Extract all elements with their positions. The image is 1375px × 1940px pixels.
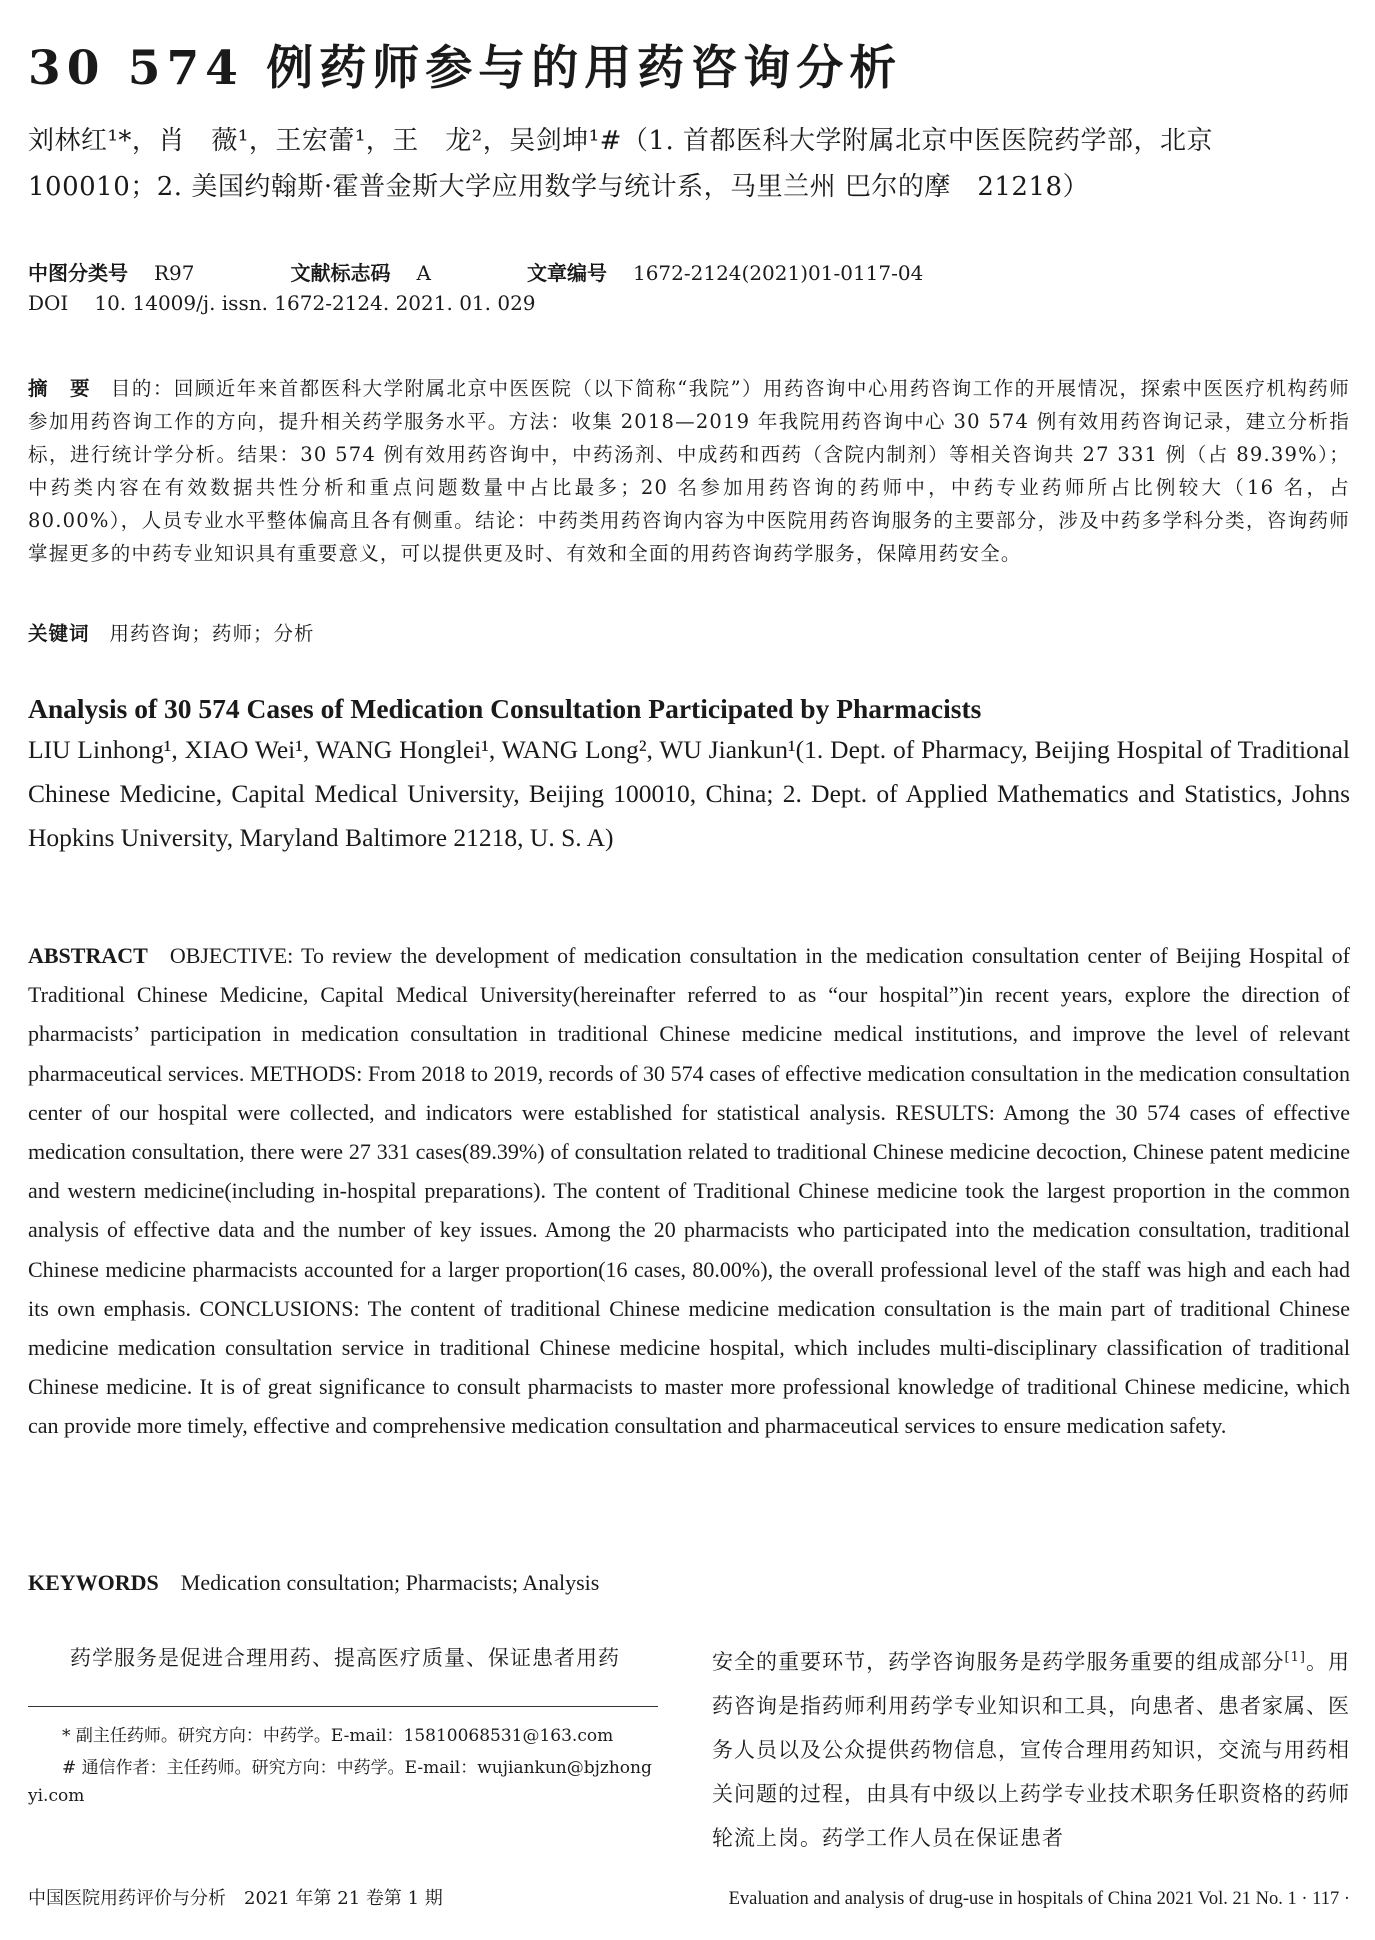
body-column-left xyxy=(28,1636,658,1680)
page-footer xyxy=(28,1886,1350,1912)
doi-label: DOI xyxy=(28,291,69,315)
abstract-cn-label: 摘 要 xyxy=(28,377,91,400)
authors-affiliations-cn: 刘林红¹*，肖 薇¹，王宏蕾¹，王 龙²，吴剑坤¹#（1. 首都医科大学附属北京中医医院药学部，北京 100010；2. 美国约翰斯·霍普金斯大学应用数学与统计系，马里兰州 巴尔的摩 21218） xyxy=(28,126,1240,202)
footer-journal-cn: 中国医院用药评价与分析 2021 年第 21 卷第 1 期 xyxy=(28,1888,443,1909)
keywords-cn xyxy=(28,618,315,650)
abstract-cn xyxy=(28,372,1350,570)
keywords-en-text: Medication consultation; Pharmacists; Analysis xyxy=(180,1570,600,1595)
body-column-right xyxy=(712,1636,1350,1860)
keywords-en-label: KEYWORDS xyxy=(28,1570,159,1595)
article-metadata xyxy=(28,258,1350,318)
citation-ref: [1] xyxy=(1284,1650,1306,1665)
article-title-cn: 30 574 例药师参与的用药咨询分析 xyxy=(28,41,903,96)
body-right-part-b: 。用药咨询是指药师利用药学专业知识和工具，向患者、患者家属、医务人员以及公众提供药物信息，宣传合理用药知识，交流与用药相关问题的过程，由具有中级以上药学专业技术职务任职资格的药师轮流上岗。药学工作人员在保证患者 xyxy=(712,1650,1351,1850)
body-paragraph-left: 药学服务是促进合理用药、提高医疗质量、保证患者用药 xyxy=(70,1646,620,1670)
clc-label: 中图分类号 xyxy=(28,261,128,285)
doi-row xyxy=(28,288,1350,318)
doc-code-value: A xyxy=(416,261,431,285)
abstract-en xyxy=(28,936,1350,1446)
footer-journal-en: Evaluation and analysis of drug-use in hospitals of China 2021 Vol. 21 No. 1 · 117 · xyxy=(728,1889,1350,1909)
keywords-cn-text: 用药咨询；药师；分析 xyxy=(109,622,315,645)
doc-code-label: 文献标志码 xyxy=(290,261,391,285)
article-number-value: 1672-2124(2021)01-0117-04 xyxy=(632,261,924,285)
abstract-en-label: ABSTRACT xyxy=(28,943,148,968)
body-right-part-a: 安全的重要环节，药学咨询服务是药学服务重要的组成部分 xyxy=(712,1650,1285,1674)
footnote-first-author: * 副主任药师。研究方向：中药学。E-mail：15810068531@163.com xyxy=(62,1726,614,1746)
abstract-cn-text: 目的：回顾近年来首都医科大学附属北京中医医院（以下简称“我院”）用药咨询中心用药咨询工作的开展情况，探索中医医疗机构药师参加用药咨询工作的方向，提升相关药学服务水平。方法：收集 2018—2019 年我院用药咨询中心 30 574 例有效用药咨询记录，建立分析指标，进行统计学分析。结果：30 574 例有效用药咨询中，中药汤剂、中成药和西药（含院内制剂）等相关咨询共 27 331 例（占 89.39%）；中药类内容在有效数据共性分析和重点问题数量中占比最多；20 名参加用药咨询的药师中，中药专业药师所占比例较大（16 名，占 80.00%），人员专业水平整体偏高且各有侧重。结论：中药类用药咨询内容为中医院用药咨询服务的主要部分，涉及中药多学科分类，咨询药师掌握更多的中药专业知识具有重要意义，可以提供更及时、有效和全面的用药咨询药学服务，保障用药安全。 xyxy=(28,377,1350,565)
keywords-cn-label: 关键词 xyxy=(28,622,90,645)
article-number-label: 文章编号 xyxy=(526,261,607,285)
authors-affiliations-en: LIU Linhong¹, XIAO Wei¹, WANG Honglei¹, WANG Long², WU Jiankun¹(1. Dept. of Pharmacy, Beijing Hospital of Traditional Chinese Medicine, Capital Medical University, Beijing 100010, China; 2. Dept. of Applied Mathematics and Statistics, Johns Hopkins University, Maryland Baltimore 21218, U. S. A) xyxy=(28,735,1350,852)
classification-row xyxy=(28,258,1350,288)
footnote-divider xyxy=(28,1706,658,1707)
clc-value: R97 xyxy=(154,261,195,285)
footnote-corresponding-author: # 通信作者：主任药师。研究方向：中药学。E-mail：wujiankun@bjzhongyi.com xyxy=(28,1758,652,1806)
article-title-en: Analysis of 30 574 Cases of Medication Consultation Participated by Pharmacists xyxy=(28,693,982,724)
keywords-en xyxy=(28,1564,599,1602)
abstract-en-text: OBJECTIVE: To review the development of medication consultation in the medication consultation center of Beijing Hospital of Traditional Chinese Medicine, Capital Medical University(hereinafter referred to as “our hospital”)in recent years, explore the direction of pharmacists’ participation in medication consultation in traditional Chinese medicine medical institutions, and improve the level of relevant pharmaceutical services. METHODS: From 2018 to 2019, records of 30 574 cases of effective medication consultation in the medication consultation center of our hospital were collected, and indicators were established for statistical analysis. RESULTS: Among the 30 574 cases of effective medication consultation, there were 27 331 cases(89.39%) of consultation related to traditional Chinese medicine decoction, Chinese patent medicine and western medicine(including in-hospital preparations). The content of Traditional Chinese medicine took the largest proportion in the common analysis of effective data and the number of key issues. Among the 20 pharmacists who participated into the medication consultation, traditional Chinese medicine pharmacists accounted for a larger proportion(16 cases, 80.00%), the overall professional level of the staff was high and each had its own emphasis. CONCLUSIONS: The content of traditional Chinese medicine medication consultation is the main part of traditional Chinese medicine medication consultation service in traditional Chinese medicine hospital, which includes multi-disciplinary classification of traditional Chinese medicine. It is of great significance to consult pharmacists to master more professional knowledge of traditional Chinese medicine, which can provide more timely, effective and comprehensive medication consultation and pharmaceutical services to ensure medication safety. xyxy=(28,943,1350,1439)
footnotes xyxy=(28,1722,658,1814)
doi-value: 10. 14009/j. issn. 1672-2124. 2021. 01. 029 xyxy=(94,291,536,315)
